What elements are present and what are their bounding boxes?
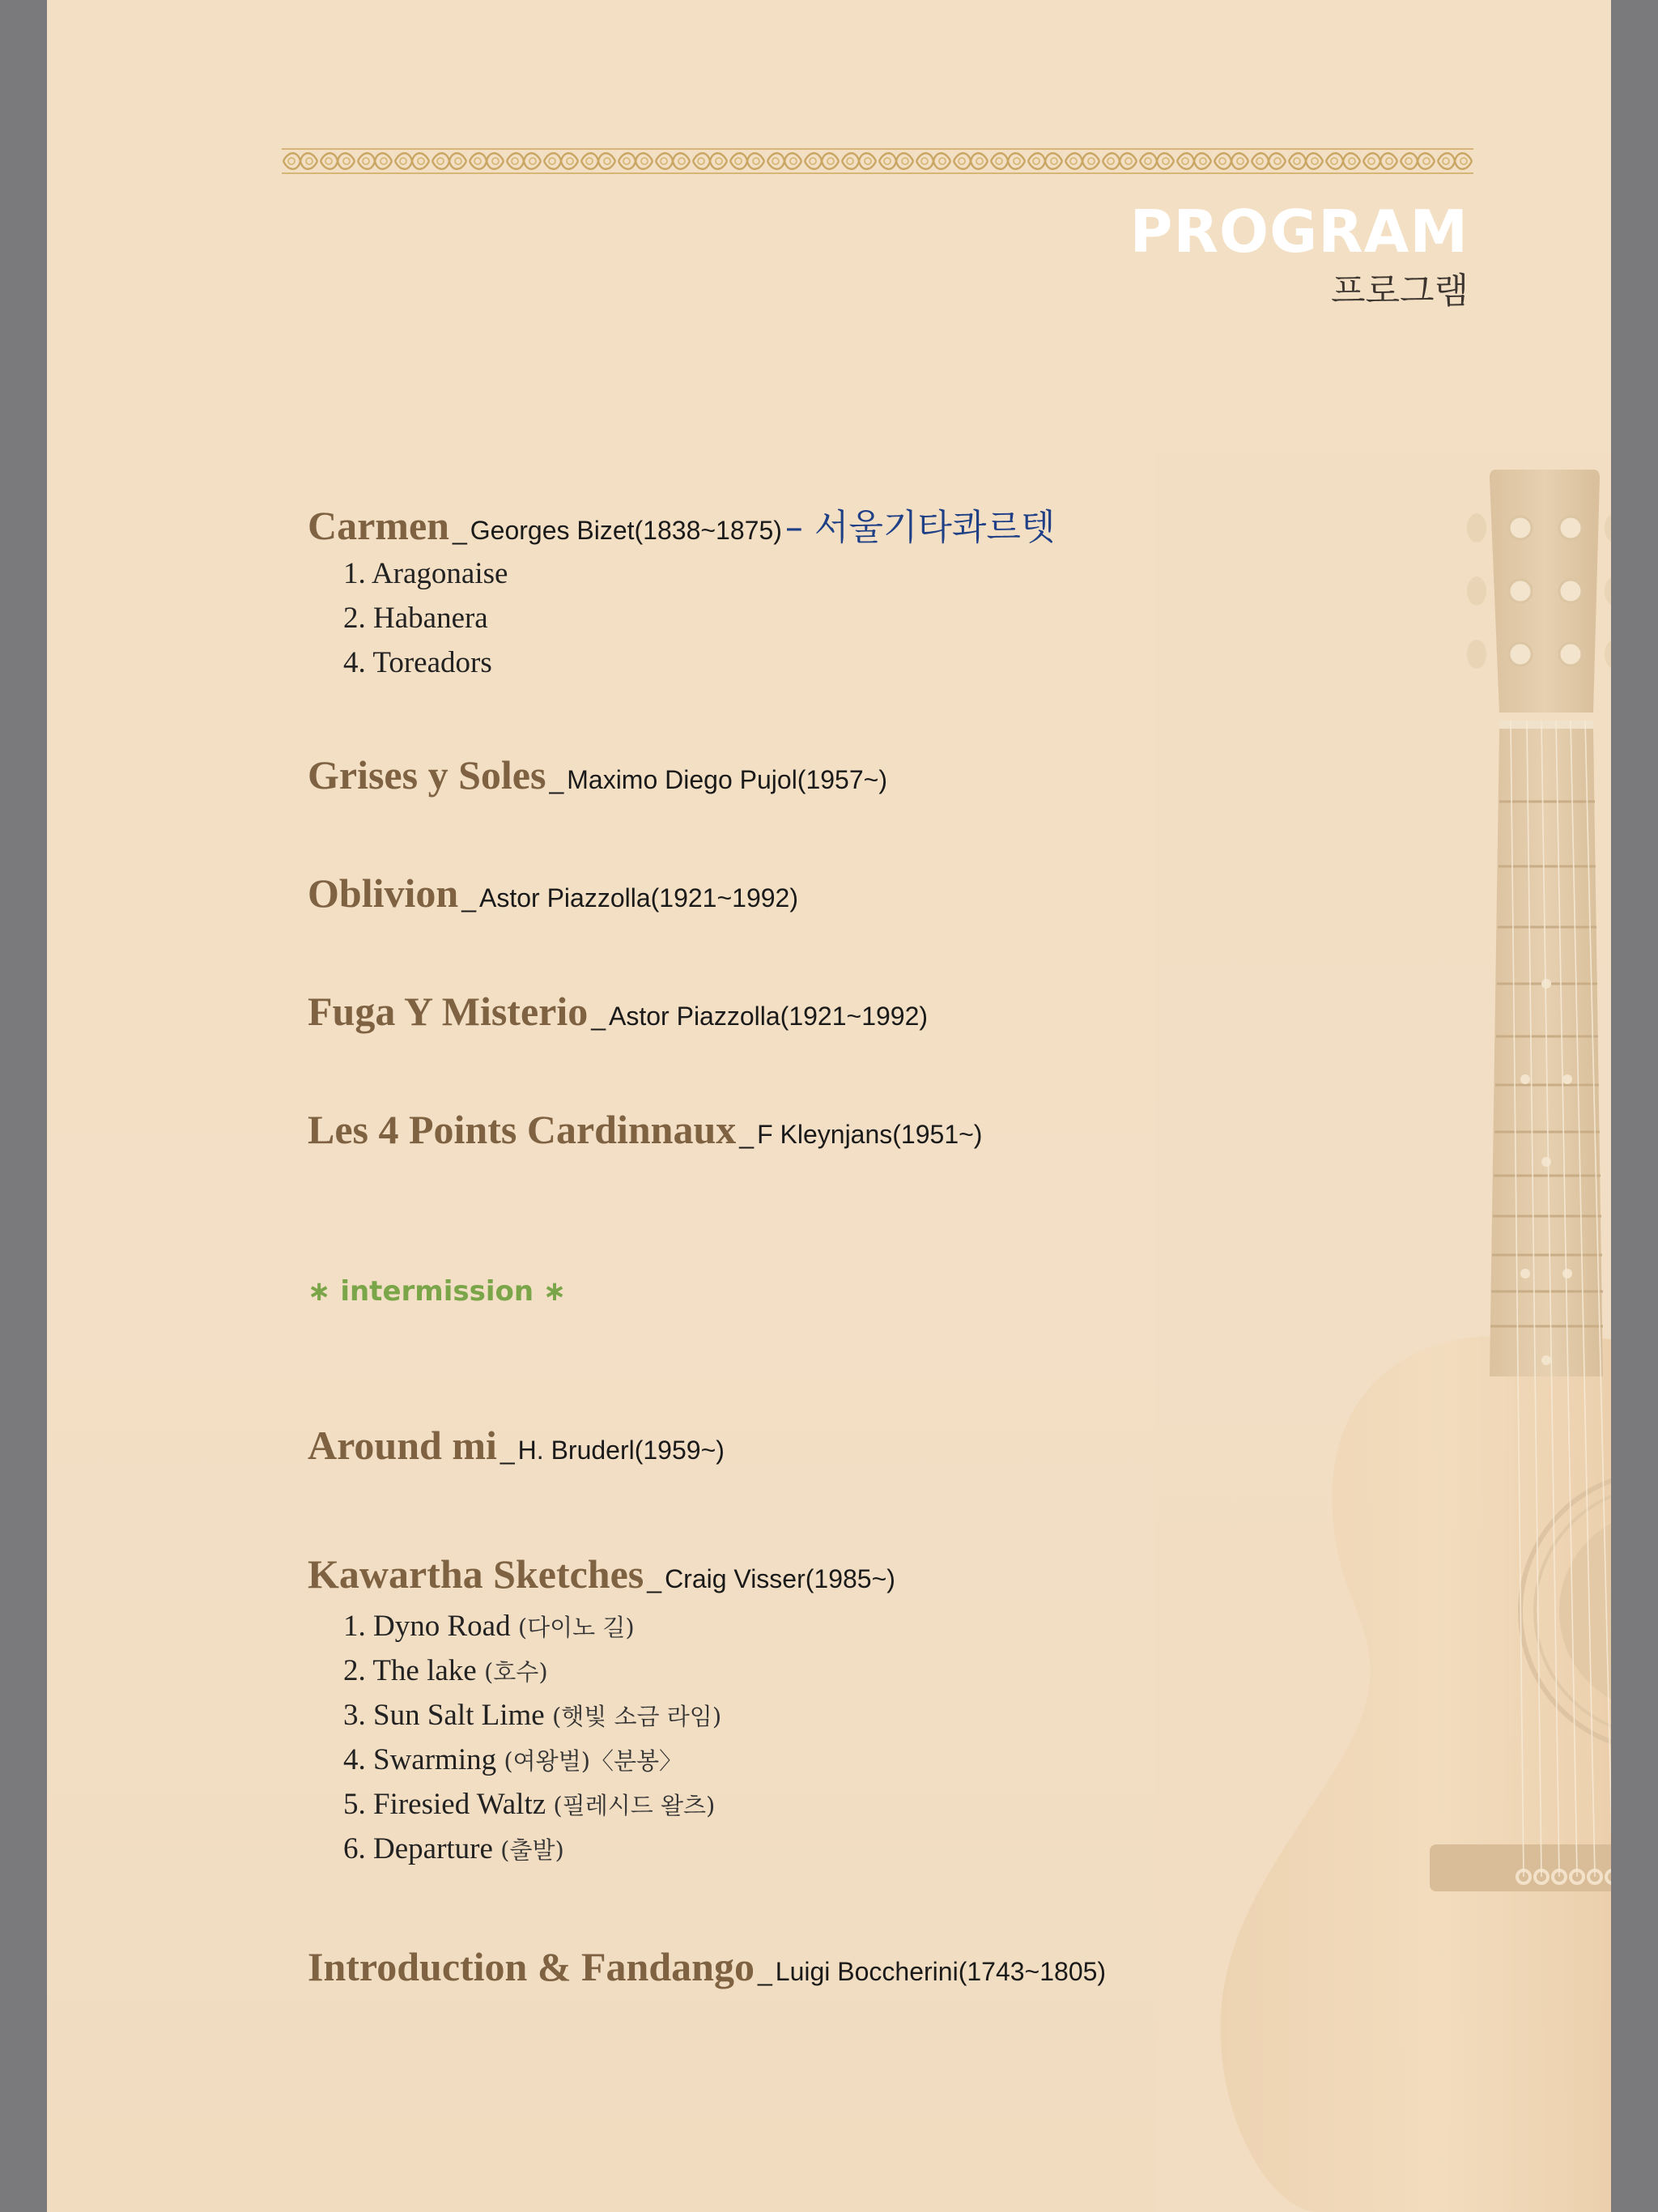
movement-item: 1. Aragonaise: [343, 557, 508, 590]
piece-composer: Astor Piazzolla(1921~1992): [609, 1002, 929, 1031]
piece-title: Fuga Y Misterio: [308, 989, 589, 1034]
piece-title: Carmen: [308, 503, 449, 548]
piece-oblivion: [308, 870, 798, 917]
piece-title: Kawartha Sketches: [308, 1551, 644, 1597]
piece-composer: F Kleynjans(1951~): [757, 1120, 983, 1149]
piece-separator: _: [461, 883, 476, 912]
piece-separator: _: [739, 1120, 755, 1149]
movement-list-carmen: [343, 551, 508, 685]
movement-item: 6. Departure (출발): [343, 1832, 564, 1865]
piece-separator: _: [452, 516, 467, 545]
program-page: [47, 0, 1611, 2212]
piece-les-4-points-cardinnaux: [308, 1106, 982, 1153]
piece-grises-y-soles: [308, 751, 887, 798]
piece-composer: Luigi Boccherini(1743~1805): [775, 1957, 1107, 1986]
movement-item: 1. Dyno Road (다이노 길): [343, 1610, 635, 1643]
movement-item: 2. The lake (호수): [343, 1654, 548, 1687]
piece-separator: _: [647, 1564, 662, 1593]
piece-composer: Craig Visser(1985~): [665, 1564, 895, 1593]
page-subtitle-korean: 프로그램: [1330, 270, 1469, 312]
movement-item: 3. Sun Salt Lime (햇빛 소금 라임): [343, 1699, 722, 1732]
guitar-image: [1156, 453, 1611, 2212]
page-title: PROGRAM: [1129, 198, 1469, 266]
piece-composer: Georges Bizet(1838~1875): [470, 516, 782, 545]
piece-composer: Astor Piazzolla(1921~1992): [478, 883, 798, 912]
piece-separator: _: [500, 1436, 515, 1465]
piece-composer: H. Bruderl(1959~): [517, 1436, 725, 1465]
piece-carmen: [308, 498, 1055, 550]
piece-composer: Maximo Diego Pujol(1957~): [567, 765, 887, 794]
piece-separator: _: [591, 1002, 606, 1031]
piece-title: Around mi: [308, 1423, 497, 1468]
movement-item: 4. Toreadors: [343, 646, 492, 679]
movement-list-kawartha: [343, 1604, 721, 1871]
piece-introduction-fandango: [308, 1943, 1106, 1990]
piece-title: Grises y Soles: [308, 752, 546, 798]
movement-item: 4. Swarming (여왕벌)〈분봉〉: [343, 1743, 683, 1776]
ornamental-border: [282, 147, 1473, 175]
piece-title: Introduction & Fandango: [308, 1944, 755, 1989]
performer-name: – 서울기타콰르텟: [784, 507, 1056, 548]
piece-around-mi: [308, 1422, 725, 1469]
piece-title: Les 4 Points Cardinnaux: [308, 1107, 737, 1152]
piece-kawartha-sketches: [308, 1551, 895, 1597]
movement-item: 5. Firesied Waltz (필레시드 왈츠): [343, 1788, 716, 1821]
piece-separator: _: [549, 765, 564, 794]
movement-item: 2. Habanera: [343, 602, 488, 635]
piece-fuga-y-misterio: [308, 988, 928, 1035]
intermission-label: ∗ intermission ∗: [308, 1275, 567, 1308]
piece-title: Oblivion: [308, 870, 459, 916]
piece-separator: _: [757, 1957, 772, 1986]
